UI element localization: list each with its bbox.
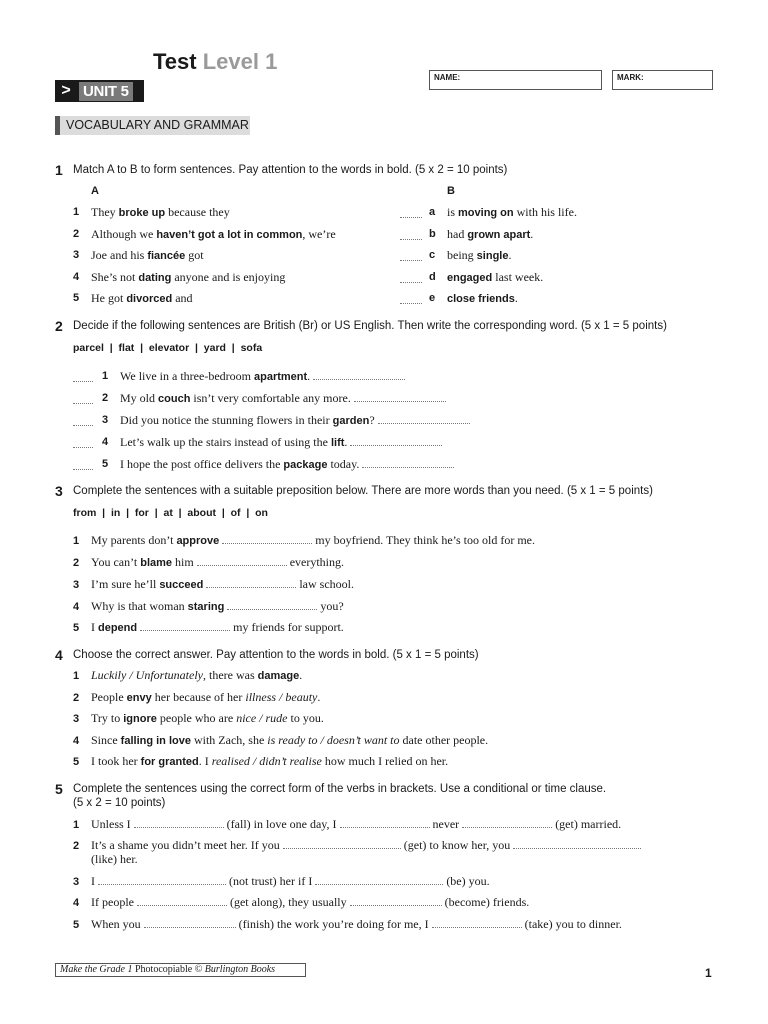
choice-options[interactable]: is ready to / doesn’t want to bbox=[267, 733, 400, 747]
q1-b-item: had grown apart. bbox=[447, 227, 534, 241]
page-number: 1 bbox=[705, 966, 712, 980]
item-number: 2 bbox=[73, 228, 80, 240]
q2-item: Let’s walk up the stairs instead of using the lift. bbox=[120, 435, 442, 450]
answer-blank[interactable] bbox=[140, 621, 230, 631]
q2-item: I hope the post office delivers the package today. bbox=[120, 457, 454, 472]
item-number: 5 bbox=[73, 292, 80, 304]
item-number: 2 bbox=[73, 692, 80, 704]
answer-blank[interactable] bbox=[73, 446, 93, 448]
item-number: 2 bbox=[102, 392, 109, 404]
answer-blank[interactable] bbox=[134, 818, 224, 828]
mark-label: MARK: bbox=[617, 73, 644, 82]
answer-blank[interactable] bbox=[378, 414, 470, 424]
q5-instruction: Complete the sentences using the correct form of the verbs in brackets. Use a conditional or time clause. bbox=[73, 783, 607, 795]
q5-item: I (not trust) her if I (be) you. bbox=[91, 874, 490, 888]
choice-options[interactable]: illness / beauty bbox=[245, 690, 318, 704]
answer-blank[interactable] bbox=[73, 468, 93, 470]
title-level: Level 1 bbox=[202, 49, 278, 74]
q4-item: I took her for granted. I realised / didn’t realise how much I relied on her. bbox=[91, 754, 449, 768]
q1-a-item: Joe and his fiancée got bbox=[91, 248, 204, 262]
item-number: 1 bbox=[102, 370, 109, 382]
item-number: 2 bbox=[73, 840, 80, 852]
page-title bbox=[153, 49, 277, 75]
q5-item: When you (finish) the work you’re doing for me, I (take) you to dinner. bbox=[91, 917, 622, 931]
item-number: 4 bbox=[73, 271, 80, 283]
answer-blank[interactable] bbox=[350, 896, 442, 906]
item-number: 3 bbox=[73, 713, 80, 725]
q3-item: I depend my friends for support. bbox=[91, 620, 344, 634]
answer-blank[interactable] bbox=[283, 839, 401, 849]
item-number: 4 bbox=[73, 601, 80, 613]
unit-label: UNIT 5 bbox=[79, 82, 133, 101]
q3-item: I’m sure he’ll succeed law school. bbox=[91, 577, 354, 591]
answer-blank[interactable] bbox=[315, 875, 443, 885]
answer-blank[interactable] bbox=[137, 896, 227, 906]
answer-blank[interactable] bbox=[340, 818, 430, 828]
item-letter: c bbox=[429, 249, 436, 261]
mark-field[interactable] bbox=[612, 70, 713, 90]
item-number: 3 bbox=[102, 414, 109, 426]
q1-a-item: They broke up because they bbox=[91, 205, 230, 219]
q1-b-item: is moving on with his life. bbox=[447, 205, 577, 219]
title-main: Test bbox=[153, 49, 197, 74]
q2-instruction: Decide if the following sentences are British (Br) or US English. Then write the corresponding word. (5 x 1 = 5 points) bbox=[73, 320, 667, 332]
q1-b-item: engaged last week. bbox=[447, 270, 544, 284]
q2-item: We live in a three-bedroom apartment. bbox=[120, 369, 405, 384]
name-field[interactable] bbox=[429, 70, 602, 90]
item-letter: b bbox=[429, 228, 436, 240]
answer-blank[interactable] bbox=[354, 392, 446, 402]
answer-blank[interactable] bbox=[73, 380, 93, 382]
question-number: 1 bbox=[55, 162, 63, 178]
column-b-heading: B bbox=[447, 185, 455, 197]
choice-options[interactable]: Luckily / Unfortunately bbox=[91, 668, 203, 682]
choice-options[interactable]: realised / didn’t realise bbox=[211, 754, 322, 768]
answer-blank[interactable] bbox=[462, 818, 552, 828]
q4-item: People envy her because of her illness / beauty. bbox=[91, 690, 321, 704]
choice-options[interactable]: nice / rude bbox=[236, 711, 288, 725]
q3-word-list: from | in | for | at | about | of | on bbox=[73, 507, 268, 519]
item-number: 5 bbox=[102, 458, 109, 470]
q5-instruction-points: (5 x 2 = 10 points) bbox=[73, 797, 166, 809]
item-number: 3 bbox=[73, 579, 80, 591]
item-number: 2 bbox=[73, 557, 80, 569]
answer-blank[interactable] bbox=[227, 600, 317, 610]
name-label: NAME: bbox=[434, 73, 461, 82]
q5-item-continued: (like) her. bbox=[91, 852, 138, 866]
question-number: 2 bbox=[55, 318, 63, 334]
q4-item: Since falling in love with Zach, she is ready to / doesn’t want to date other people. bbox=[91, 733, 489, 747]
q2-item: Did you notice the stunning flowers in their garden? bbox=[120, 413, 470, 428]
q1-b-item: being single. bbox=[447, 248, 512, 262]
item-letter: d bbox=[429, 271, 436, 283]
answer-blank[interactable] bbox=[197, 556, 287, 566]
answer-blank[interactable] bbox=[400, 259, 422, 261]
item-number: 1 bbox=[73, 535, 80, 547]
item-number: 5 bbox=[73, 756, 80, 768]
q2-item: My old couch isn’t very comfortable any more. bbox=[120, 391, 446, 406]
answer-blank[interactable] bbox=[513, 839, 641, 849]
answer-blank[interactable] bbox=[350, 436, 442, 446]
q3-item: My parents don’t approve my boyfriend. They think he’s too old for me. bbox=[91, 533, 535, 547]
item-number: 5 bbox=[73, 919, 80, 931]
answer-blank[interactable] bbox=[98, 875, 226, 885]
q1-a-item: He got divorced and bbox=[91, 291, 193, 305]
item-number: 3 bbox=[73, 876, 80, 888]
answer-blank[interactable] bbox=[313, 370, 405, 380]
q1-a-item: She’s not dating anyone and is enjoying bbox=[91, 270, 286, 284]
item-number: 5 bbox=[73, 622, 80, 634]
item-number: 1 bbox=[73, 670, 80, 682]
q5-item: If people (get along), they usually (become) friends. bbox=[91, 895, 530, 909]
item-number: 3 bbox=[73, 249, 80, 261]
answer-blank[interactable] bbox=[400, 302, 422, 304]
answer-blank[interactable] bbox=[362, 458, 454, 468]
question-number: 4 bbox=[55, 647, 63, 663]
q1-instruction: Match A to B to form sentences. Pay attention to the words in bold. (5 x 2 = 10 points) bbox=[73, 164, 508, 176]
answer-blank[interactable] bbox=[222, 534, 312, 544]
footer-copyright: Make the Grade 1 Photocopiable © Burlington Books bbox=[55, 963, 306, 977]
answer-blank[interactable] bbox=[400, 216, 422, 218]
answer-blank[interactable] bbox=[206, 578, 296, 588]
q4-instruction: Choose the correct answer. Pay attention to the words in bold. (5 x 1 = 5 points) bbox=[73, 649, 479, 661]
unit-badge bbox=[55, 80, 144, 102]
item-letter: e bbox=[429, 292, 436, 304]
q1-b-item: close friends. bbox=[447, 291, 518, 305]
q2-word-list: parcel | flat | elevator | yard | sofa bbox=[73, 342, 263, 354]
item-number: 4 bbox=[102, 436, 109, 448]
q4-item: Luckily / Unfortunately, there was damage. bbox=[91, 668, 303, 682]
q1-a-item: Although we haven’t got a lot in common, we’re bbox=[91, 227, 336, 241]
answer-blank[interactable] bbox=[400, 238, 422, 240]
item-number: 4 bbox=[73, 897, 80, 909]
chevron-right-icon: > bbox=[61, 82, 71, 99]
q3-item: You can’t blame him everything. bbox=[91, 555, 345, 569]
q3-instruction: Complete the sentences with a suitable preposition below. There are more words than you need. (5 x 1 = 5 points) bbox=[73, 485, 653, 497]
answer-blank[interactable] bbox=[144, 918, 236, 928]
question-number: 3 bbox=[55, 483, 63, 499]
q3-item: Why is that woman staring you? bbox=[91, 599, 344, 613]
q4-item: Try to ignore people who are nice / rude to you. bbox=[91, 711, 324, 725]
section-title: VOCABULARY AND GRAMMAR bbox=[55, 116, 250, 135]
item-letter: a bbox=[429, 206, 436, 218]
question-number: 5 bbox=[55, 781, 63, 797]
item-number: 4 bbox=[73, 735, 80, 747]
answer-blank[interactable] bbox=[432, 918, 522, 928]
item-number: 1 bbox=[73, 206, 80, 218]
answer-blank[interactable] bbox=[400, 281, 422, 283]
column-a-heading: A bbox=[91, 185, 99, 197]
item-number: 1 bbox=[73, 819, 80, 831]
answer-blank[interactable] bbox=[73, 424, 93, 426]
q5-item: Unless I (fall) in love one day, I never (get) married. bbox=[91, 817, 622, 831]
answer-blank[interactable] bbox=[73, 402, 93, 404]
q5-item: It’s a shame you didn’t meet her. If you (get) to know her, you bbox=[91, 838, 641, 853]
